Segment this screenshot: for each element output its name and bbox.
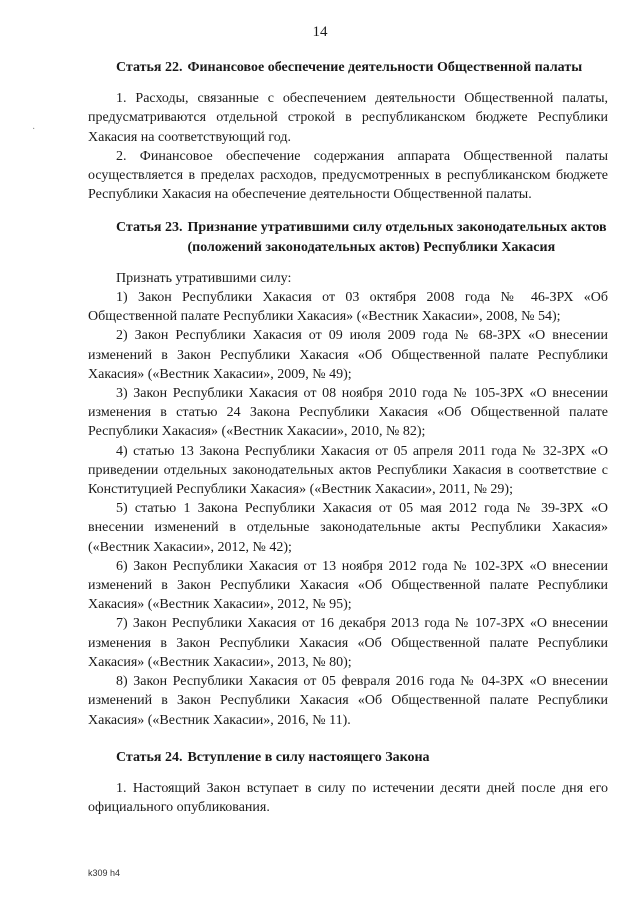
article-23-item-3: 3) Закон Республики Хакасия от 08 ноября 2010 года № 105-ЗРХ «О внесении изменения в статью 24 Закона Республики Хакасия «Об Общественной палате Республики Хакасия» («Вестник Хакасии», 2010, № 82); [88,386,608,440]
article-23-item-7: 7) Закон Республики Хакасия от 16 декабря 2013 года № 107-ЗРХ «О внесении изменения в Закон Республики Хакасия «Об Общественной палате Республики Хакасия» («Вестник Хакасии», 2013, № 80); [88,616,608,670]
article-23-item-8: 8) Закон Республики Хакасия от 05 февраля 2016 года № 04-ЗРХ «О внесении изменений в Закон Республики Хакасия «Об Общественной палате Республики Хакасия» («Вестник Хакасии», 2016, № 11). [88,674,608,728]
article-24-title: Вступление в силу настоящего Закона [187,749,430,765]
article-23-number: Статья 23. [116,220,183,236]
article-24-heading [116,748,608,767]
footer-stamp: k309 h4 [88,868,121,878]
article-23-heading [116,218,608,256]
article-22-title: Финансовое обеспечение деятельности Общественной палаты [187,60,583,75]
article-24-paragraph-1: 1. Настоящий Закон вступает в силу по истечении десяти дней после дня его официального опубликования. [88,780,608,816]
article-22-heading [116,58,608,77]
margin-mark: · [32,124,36,135]
article-23-title: Признание утратившими силу отдельных законодательных актов (положений законодательных актов) Республики Хакасия [187,220,607,255]
article-24-number: Статья 24. [116,749,183,765]
article-22-paragraph-2: 2. Финансовое обеспечение содержания аппарата Общественной палаты осуществляется в пределах расходов, предусмотренных в республиканском бюджете Республики Хакасия на обеспечение деятельности Общественной палаты. [88,148,608,203]
article-23-item-4: 4) статью 13 Закона Республики Хакасия от 05 апреля 2011 года № 32-ЗРХ «О приведении отдельных законодательных актов Республики Хакасия в соответствие с Конституцией Республики Хакасия» («Вестник Хакасии», 2011, № 29); [88,443,608,498]
article-23-intro: Признать утратившими силу: [116,270,292,286]
page-number: 14 [312,24,328,40]
article-22-number: Статья 22. [116,60,183,75]
article-23-item-5: 5) статью 1 Закона Республики Хакасия от 05 мая 2012 года № 39-ЗРХ «О внесении изменений в отдельные законодательные акты Республики Хакасия» («Вестник Хакасии», 2012, № 42); [88,501,608,555]
document-body [88,58,608,817]
article-23-item-1: 1) Закон Республики Хакасия от 03 октября 2008 года № 46-ЗРХ «Об Общественной палате Республики Хакасия» («Вестник Хакасии», 2008, № 54); [88,290,608,325]
article-23-item-2: 2) Закон Республики Хакасия от 09 июля 2009 года № 68-ЗРХ «О внесении изменений в Закон Республики Хакасия «Об Общественной палате Республики Хакасия» («Вестник Хакасии», 2009, № 49); [88,328,608,382]
article-22-paragraph-1: 1. Расходы, связанные с обеспечением деятельности Общественной палаты, предусматриваются отдельной строкой в республиканском бюджете Республики Хакасия на соответствующий год. [88,91,608,145]
article-23-item-6: 6) Закон Республики Хакасия от 13 ноября 2012 года № 102-ЗРХ «О внесении изменений в Закон Республики Хакасия «Об Общественной палате Республики Хакасия» («Вестник Хакасии», 2012, № 95); [88,558,608,613]
